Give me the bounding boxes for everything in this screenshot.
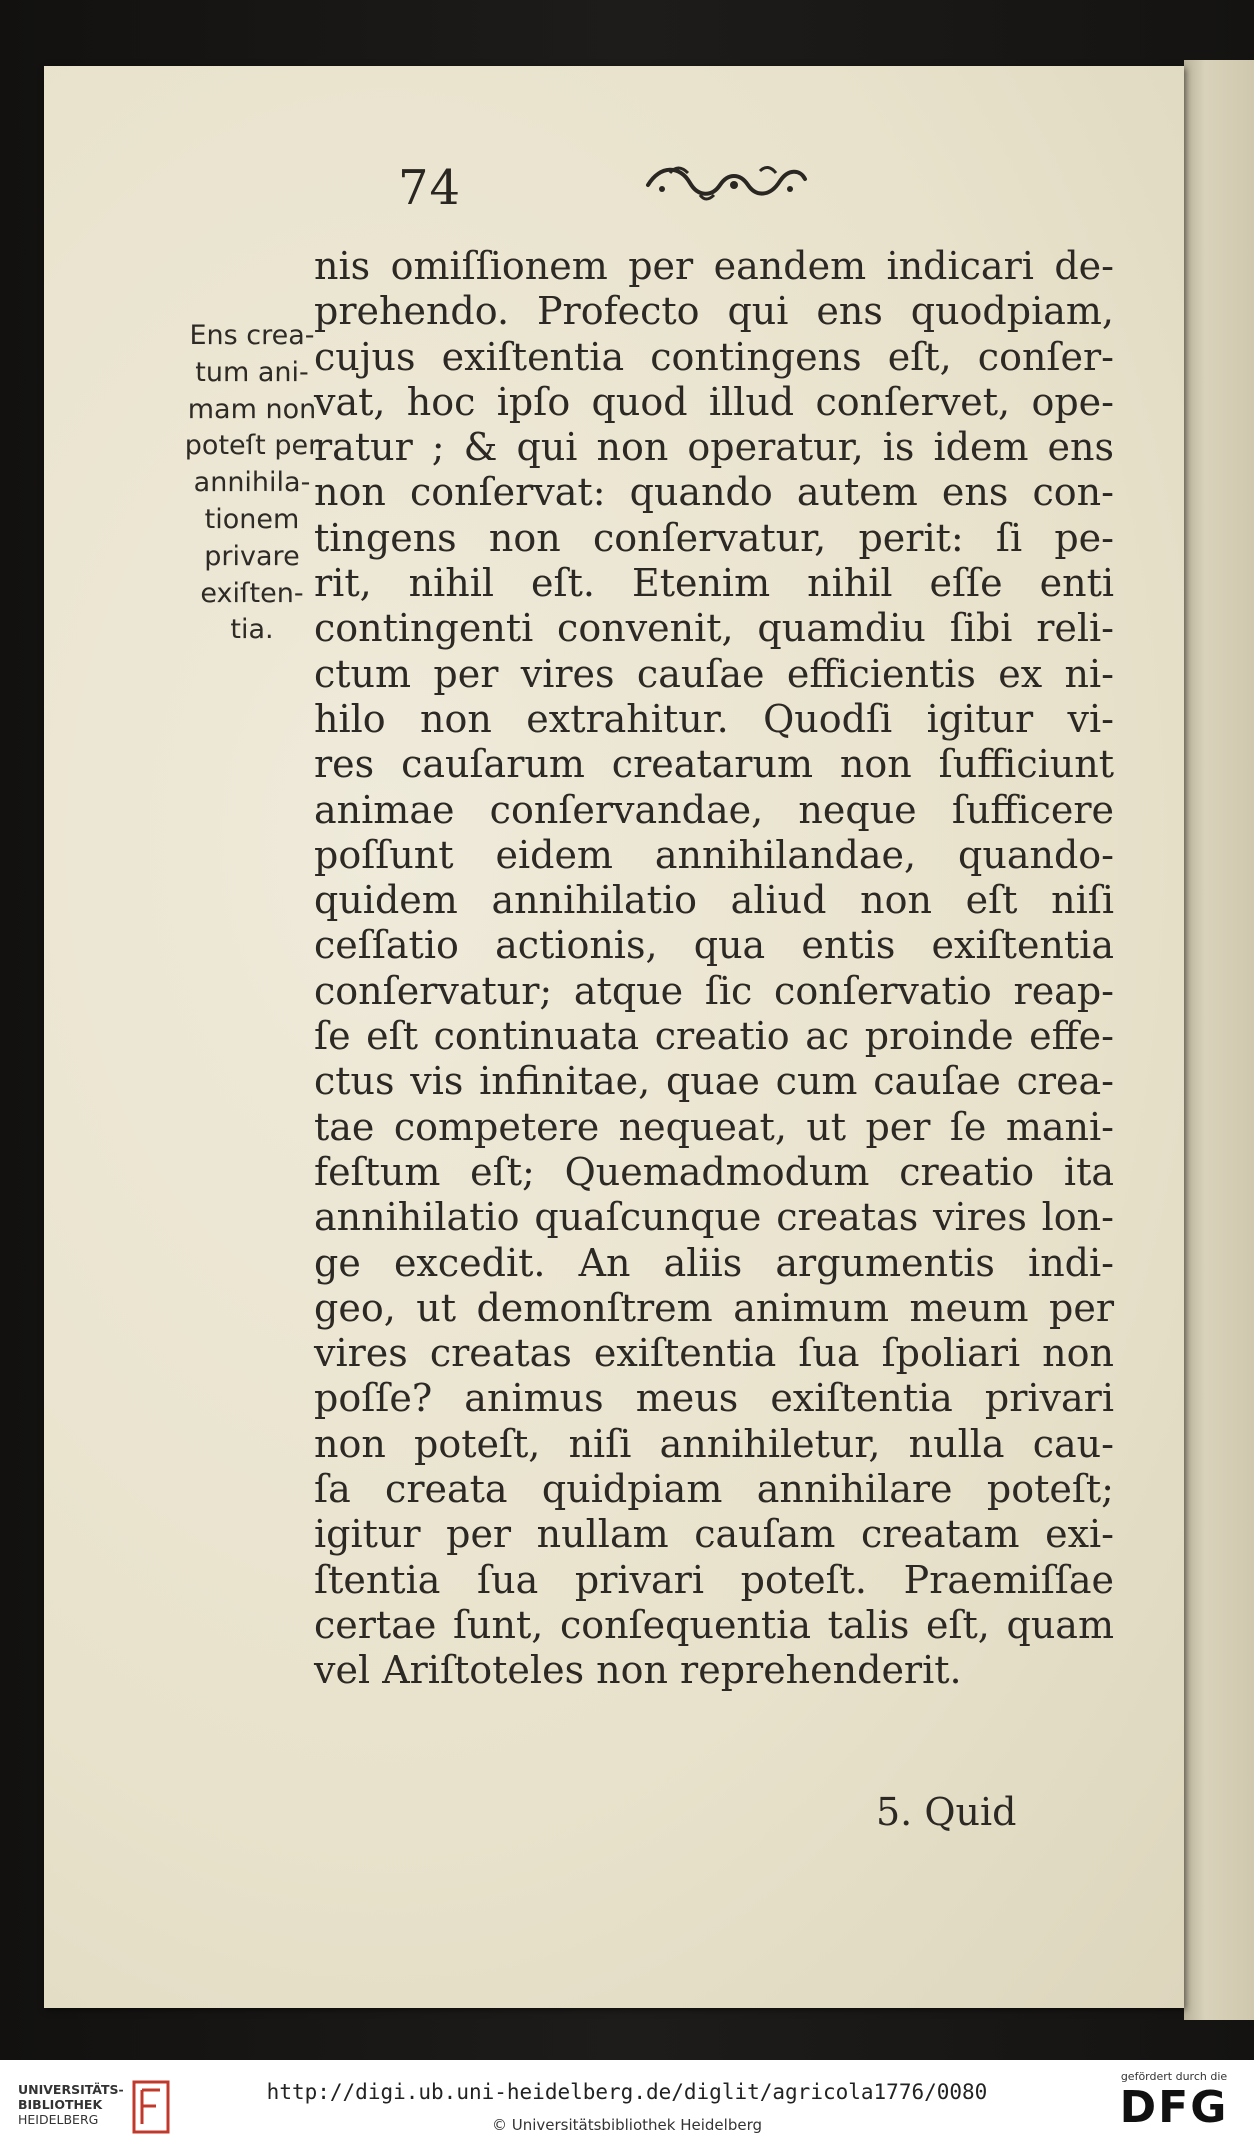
text-line: ceſſatio actionis, qua entis exiſtentia bbox=[314, 923, 1114, 968]
text-line: tae competere nequeat, ut per ſe mani- bbox=[314, 1104, 1114, 1149]
text-line: poſſunt eidem annihilandae, quando- bbox=[314, 832, 1114, 877]
text-line: contingenti convenit, quamdiu ſibi reli- bbox=[314, 606, 1114, 651]
text-line: prehendo. Profecto qui ens quodpiam, bbox=[314, 289, 1114, 334]
text-line: conſervatur; atque ſic conſervatio reap- bbox=[314, 968, 1114, 1013]
body-text bbox=[314, 244, 1114, 1694]
text-line: vel Ariſtoteles non reprehenderit. bbox=[314, 1648, 962, 1693]
text-line: animae conſervandae, neque ſufficere bbox=[314, 787, 1114, 832]
text-line: ſa creata quidpiam annihilare poteſt; bbox=[314, 1467, 1114, 1512]
catchword: 5. Quid bbox=[876, 1790, 1017, 1834]
marginal-line: poteſt per bbox=[184, 430, 320, 462]
library-name-line: UNIVERSITÄTS- bbox=[18, 2082, 124, 2097]
library-name-line: BIBLIOTHEK bbox=[18, 2097, 103, 2112]
text-line: ſtentia ſua privari poteſt. Praemiſſae bbox=[314, 1557, 1114, 1602]
text-line: quidem annihilatio aliud non eſt niſi bbox=[314, 878, 1114, 923]
library-name-line: HEIDELBERG bbox=[18, 2112, 99, 2127]
text-line: ctus vis infinitae, quae cum cauſae crea- bbox=[314, 1059, 1114, 1104]
funder-label: gefördert durch die bbox=[1120, 2070, 1228, 2083]
text-line: rit, nihil eſt. Etenim nihil eſſe enti bbox=[314, 561, 1114, 606]
marginal-line: mam non bbox=[187, 393, 317, 425]
text-line: nis omiſſionem per eandem indicari de- bbox=[314, 244, 1114, 288]
marginal-line: tia. bbox=[230, 614, 274, 646]
text-line: poſſe? animus meus exiſtentia privari bbox=[314, 1376, 1114, 1421]
text-line: res cauſarum creatarum non ſufficiunt bbox=[314, 742, 1114, 787]
text-line: certae ſunt, conſequentia talis eſt, quam bbox=[314, 1602, 1114, 1647]
marginal-line: annihila- bbox=[193, 467, 311, 499]
text-line: geo, ut demonſtrem animum meum per bbox=[314, 1285, 1114, 1330]
footer-bar bbox=[0, 2060, 1254, 2150]
text-line: ſe eſt continuata creatio ac proinde effe- bbox=[314, 1014, 1114, 1059]
text-line: non poteſt, niſi annihiletur, nulla cau- bbox=[314, 1421, 1114, 1466]
text-line: vires creatas exiſtentia ſua ſpoliari non bbox=[314, 1331, 1114, 1376]
page-number: 74 bbox=[398, 160, 462, 216]
copyright-notice: © Universitätsbibliothek Heidelberg bbox=[491, 2116, 762, 2134]
text-line: vat, hoc ipſo quod illud conſervet, ope- bbox=[314, 379, 1114, 424]
marginal-line: Ens crea- bbox=[189, 320, 315, 351]
text-line: igitur per nullam cauſam creatam exi- bbox=[314, 1512, 1114, 1557]
marginal-line: tionem bbox=[204, 503, 300, 535]
text-line: annihilatio quaſcunque creatas vires lon- bbox=[314, 1195, 1114, 1240]
text-line: feſtum eſt; Quemadmodum creatio ita bbox=[314, 1149, 1114, 1194]
text-line: ratur ; & qui non operatur, is idem ens bbox=[314, 425, 1114, 470]
marginal-line: tum ani- bbox=[195, 356, 309, 388]
marginal-note bbox=[172, 318, 332, 649]
marginal-line: privare bbox=[204, 540, 300, 572]
ornament-icon bbox=[640, 155, 810, 215]
text-line: tingens non conſervatur, perit: ſi pe- bbox=[314, 515, 1114, 560]
funder-logo[interactable] bbox=[1114, 2070, 1234, 2133]
text-line: hilo non extrahitur. Quodſi igitur vi- bbox=[314, 696, 1114, 741]
text-line: ctum per vires cauſae efficientis ex ni- bbox=[314, 651, 1114, 696]
marginal-line: exiſten- bbox=[200, 577, 304, 609]
text-line: non conſervat: quando autem ens con- bbox=[314, 470, 1114, 515]
next-page-edge bbox=[1184, 60, 1254, 2020]
permalink-url[interactable]: http://digi.ub.uni-heidelberg.de/diglit/agricola1776/0080 bbox=[266, 2080, 988, 2104]
text-line: ge excedit. An aliis argumentis indi- bbox=[314, 1240, 1114, 1285]
dfg-logo: DFG bbox=[1119, 2082, 1229, 2133]
text-line: cujus exiſtentia contingens eſt, conſer- bbox=[314, 334, 1114, 379]
